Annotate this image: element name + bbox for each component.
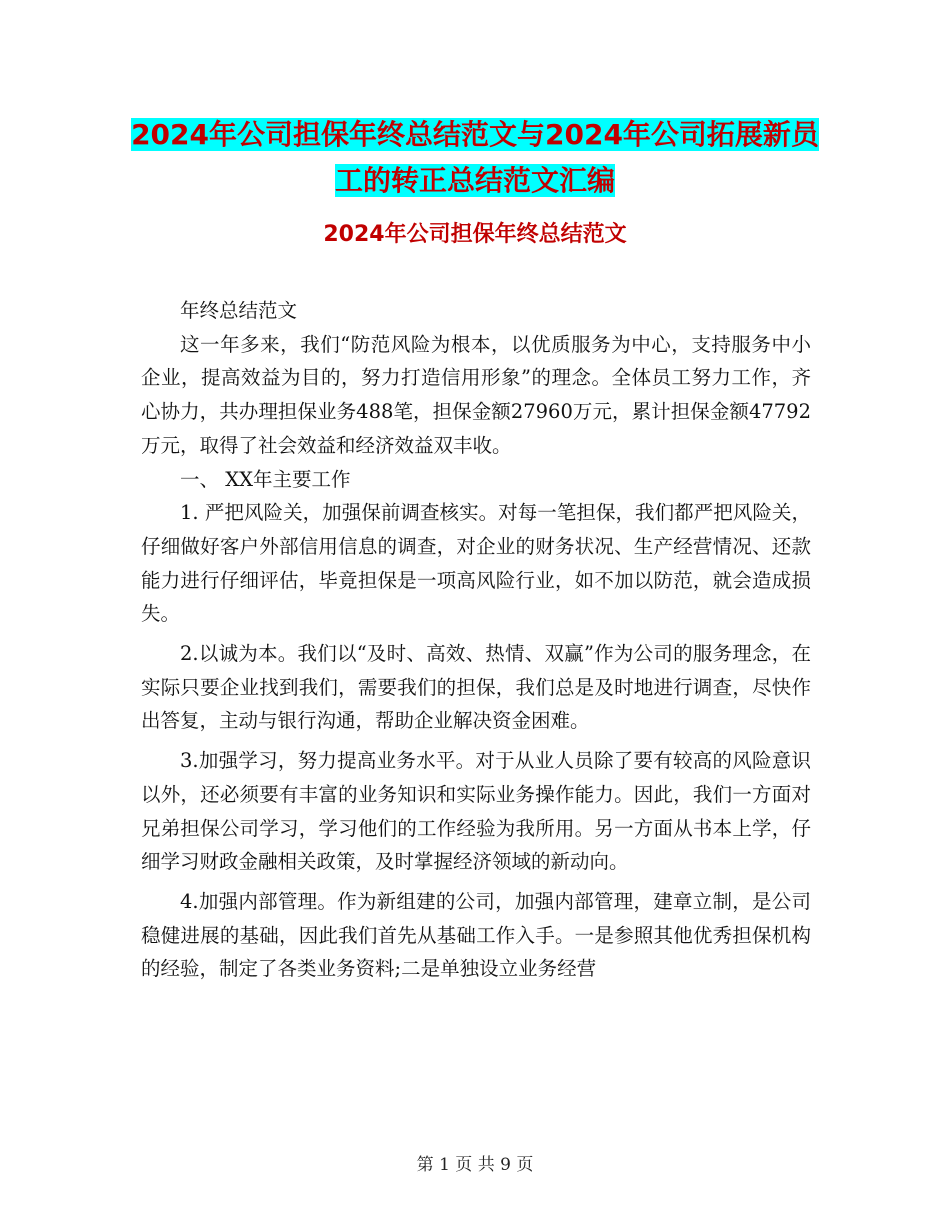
paragraph: 这一年多来，我们“防范风险为根本，以优质服务为中心，支持服务中小企业，提高效益为目的，努力打造信用形象”的理念。全体员工努力工作，齐心协力，共办理担保业务488笔，担保金额27960万元，累计担保金额47792万元，取得了社会效益和经济效益双丰收。 (141, 332, 811, 457)
document-body (141, 294, 811, 986)
document-title-line-1: 2024年公司担保年终总结范文与2024年公司拓展新员 (131, 118, 819, 151)
document-title-line-2: 工的转正总结范文汇编 (334, 164, 615, 197)
paragraph: 一、 XX年主要工作 (180, 467, 351, 491)
document-title (0, 112, 950, 204)
paragraph: 4.加强内部管理。作为新组建的公司，加强内部管理，建章立制，是公司稳健进展的基础，因此我们首先从基础工作入手。一是参照其他优秀担保机构的经验，制定了各类业务资料;二是单独设立业务经营 (141, 889, 811, 981)
paragraph: 2.以诚为本。我们以“及时、高效、热情、双赢”作为公司的服务理念，在实际只要企业找到我们，需要我们的担保，我们总是及时地进行调查，尽快作出答复，主动与银行沟通，帮助企业解决资金困难。 (141, 642, 811, 733)
paragraph: 3.加强学习，努力提高业务水平。对于从业人员除了要有较高的风险意识以外，还必须要有丰富的业务知识和实际业务操作能力。因此，我们一方面对兄弟担保公司学习，学习他们的工作经验为我所用。另一方面从书本上学，仔细学习财政金融相关政策，及时掌握经济领域的新动向。 (141, 749, 811, 874)
section-title: 2024年公司担保年终总结范文 (323, 222, 627, 247)
paragraph: 年终总结范文 (180, 299, 298, 322)
paragraph: 1. 严把风险关，加强保前调查核实。对每一笔担保，我们都严把风险关，仔细做好客户外部信用信息的调查，对企业的财务状况、生产经营情况、还款能力进行仔细评估，毕竟担保是一项高风险行业，如不加以防范，就会造成损失。 (141, 501, 811, 626)
page-footer: 第 1 页 共 9 页 (416, 1155, 534, 1175)
